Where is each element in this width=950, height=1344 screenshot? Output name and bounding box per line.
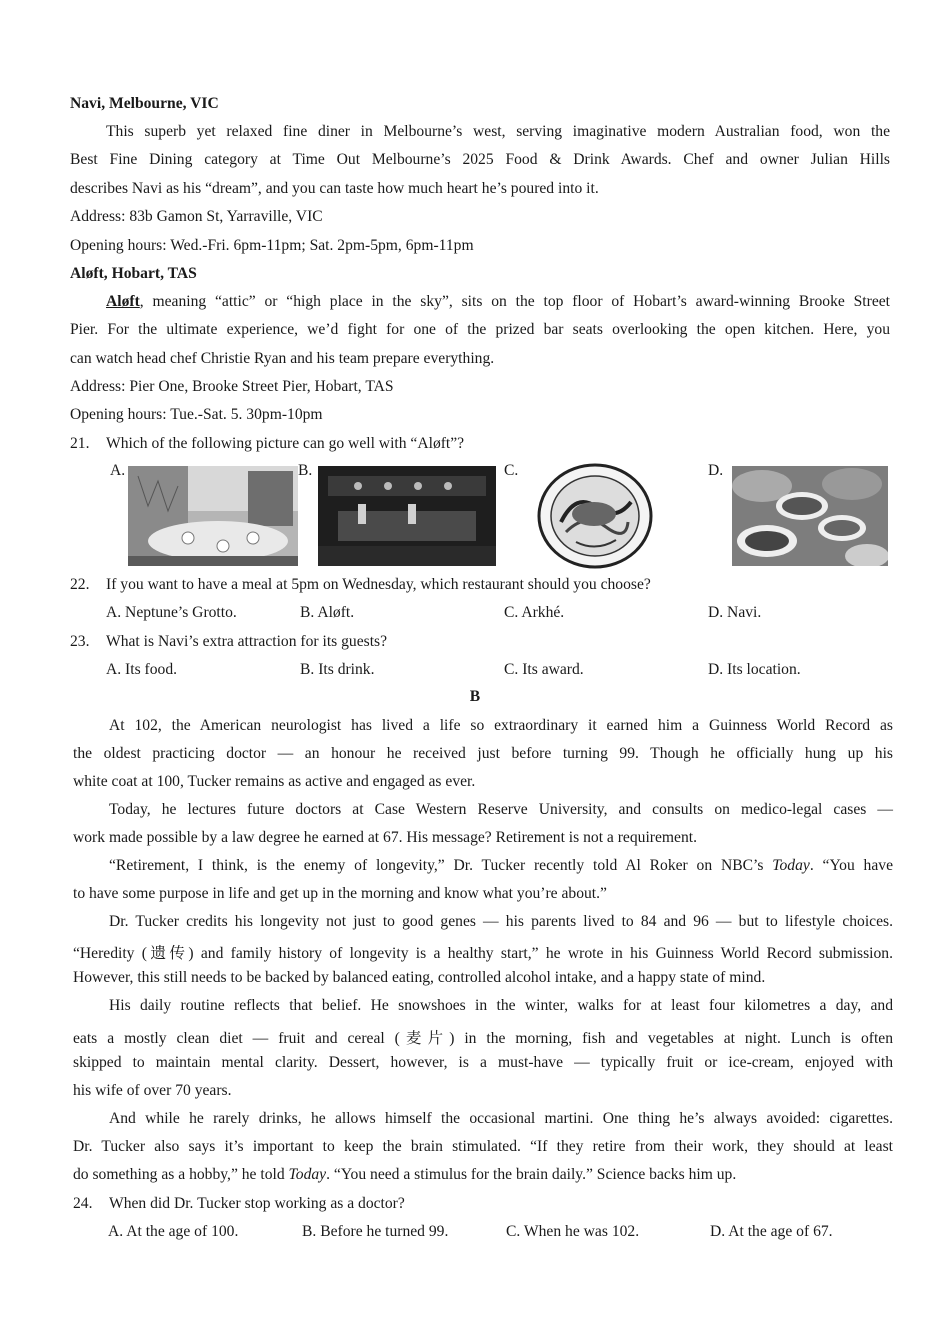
- q21-text: Which of the following picture can go well with “Aløft”?: [106, 435, 465, 452]
- passage-b-line: work made possible by a law degree he earned at 67. His message? Retirement is not a requirement.: [73, 829, 697, 846]
- aloft-desc-line-2: Pier. For the ultimate experience, we’d fight for one of the prized bar seats overlooking the open kitchen. Here, you: [70, 321, 890, 338]
- q22-option-b[interactable]: B. Aløft.: [300, 604, 355, 621]
- passage-b-line: [73, 1166, 736, 1184]
- aloft-name: Aløft: [106, 293, 140, 310]
- passage-b-line: Today, he lectures future doctors at Case Western Reserve University, and consults on medico-legal cases —: [109, 801, 893, 818]
- question-21: [70, 435, 464, 453]
- aloft-desc-line-3: can watch head chef Christie Ryan and his team prepare everything.: [70, 350, 495, 367]
- q23-option-d[interactable]: D. Its location.: [708, 661, 801, 678]
- q21-label-a: A.: [110, 462, 126, 479]
- question-22: [70, 576, 651, 594]
- question-24: [73, 1195, 405, 1213]
- q22-option-a[interactable]: A. Neptune’s Grotto.: [106, 604, 237, 621]
- passage-b-line: eats a mostly clean diet — fruit and cereal (麦片) in the morning, fish and vegetables at night. Lunch is often: [73, 1030, 893, 1047]
- today-show-title: Today: [288, 1166, 327, 1183]
- q21-label-d: D.: [708, 462, 724, 479]
- q22-number: 22.: [70, 576, 90, 593]
- passage-b-line: However, this still needs to be backed by balanced eating, controlled alcohol intake, and a happy state of mind.: [73, 969, 766, 986]
- navi-desc-line-2: Best Fine Dining category at Time Out Melbourne’s 2025 Food & Drink Awards. Chef and owner Julian Hills: [70, 151, 890, 168]
- q23-option-c[interactable]: C. Its award.: [504, 661, 584, 678]
- passage-b-line: His daily routine reflects that belief. He snowshoes in the winter, walks for at least four kilometres a day, and: [109, 997, 893, 1014]
- aloft-desc-line-1: [106, 293, 890, 311]
- passage-b-line: [73, 857, 893, 875]
- passage-b-line: And while he rarely drinks, he allows himself the occasional martini. One thing he’s always avoided: cigarettes.: [109, 1110, 893, 1127]
- section-b-label: B: [469, 688, 481, 705]
- passage-b-line: Dr. Tucker also says it’s important to keep the brain stimulated. “If they retire from their work, they should at least: [73, 1138, 893, 1155]
- passage-b-line: the oldest practicing doctor — an honour he received just before turning 99. Though he officially hung up his: [73, 745, 893, 762]
- q24-option-a[interactable]: A. At the age of 100.: [108, 1223, 239, 1240]
- q24-option-b[interactable]: B. Before he turned 99.: [302, 1223, 449, 1240]
- passage-b-text: . “You need a stimulus for the brain daily.” Science backs him up.: [326, 1166, 737, 1183]
- passage-b-line: his wife of over 70 years.: [73, 1082, 232, 1099]
- q21-number: 21.: [70, 435, 90, 452]
- q22-option-c[interactable]: C. Arkhé.: [504, 604, 565, 621]
- passage-b-text: do something as a hobby,” he told: [73, 1166, 289, 1183]
- passage-b-line: white coat at 100, Tucker remains as active and engaged as ever.: [73, 773, 476, 790]
- passage-b-text: “Retirement, I think, is the enemy of longevity,” Dr. Tucker recently told Al Roker on NBC’s: [109, 857, 773, 874]
- passage-b-line: to have some purpose in life and get up in the morning and know what you’re about.”: [73, 885, 607, 902]
- q24-number: 24.: [73, 1195, 93, 1212]
- passage-b-line: skipped to maintain mental clarity. Dessert, however, is a must-have — typically fruit or ice-cream, enjoyed with: [73, 1054, 893, 1071]
- navi-desc-line-1: This superb yet relaxed fine diner in Melbourne’s west, serving imaginative modern Australian food, won the: [106, 123, 890, 140]
- passage-b-line: Dr. Tucker credits his longevity not just to good genes — his parents lived to 84 and 96 — but to lifestyle choices.: [109, 913, 893, 930]
- open-kitchen-photo[interactable]: [318, 466, 496, 566]
- today-show-title: Today: [772, 857, 810, 874]
- restaurant-aloft-title: Aløft, Hobart, TAS: [70, 265, 197, 282]
- passage-b-text: . “You have: [809, 857, 893, 874]
- navi-desc-line-3: describes Navi as his “dream”, and you can taste how much heart he’s poured into it.: [70, 180, 599, 197]
- passage-b-line: At 102, the American neurologist has lived a life so extraordinary it earned him a Guinness World Record as: [109, 717, 893, 734]
- plated-dish-photo[interactable]: [536, 462, 654, 570]
- navi-hours: Opening hours: Wed.-Fri. 6pm-11pm; Sat. 2pm-5pm, 6pm-11pm: [70, 237, 474, 254]
- question-23: [70, 633, 387, 651]
- q22-text: If you want to have a meal at 5pm on Wednesday, which restaurant should you choose?: [106, 576, 651, 593]
- q24-text: When did Dr. Tucker stop working as a doctor?: [109, 1195, 405, 1212]
- q23-option-b[interactable]: B. Its drink.: [300, 661, 375, 678]
- q24-option-c[interactable]: C. When he was 102.: [506, 1223, 640, 1240]
- q21-label-b: B.: [298, 462, 313, 479]
- navi-address: Address: 83b Gamon St, Yarraville, VIC: [70, 208, 323, 225]
- q23-number: 23.: [70, 633, 90, 650]
- passage-b-line: “Heredity (遗传) and family history of longevity is a healthy start,” he wrote in his Guinness World Record submission.: [73, 945, 893, 962]
- restaurant-navi-title: Navi, Melbourne, VIC: [70, 95, 219, 112]
- q22-option-d[interactable]: D. Navi.: [708, 604, 762, 621]
- bowls-on-table-photo[interactable]: [732, 466, 888, 566]
- dining-room-photo[interactable]: [128, 466, 298, 566]
- aloft-hours: Opening hours: Tue.-Sat. 5. 30pm-10pm: [70, 406, 323, 423]
- q21-label-c: C.: [504, 462, 519, 479]
- q23-option-a[interactable]: A. Its food.: [106, 661, 178, 678]
- q24-option-d[interactable]: D. At the age of 67.: [710, 1223, 833, 1240]
- aloft-desc-line-1-text: , meaning “attic” or “high place in the sky”, sits on the top floor of Hobart’s award-winning Brooke Street: [139, 293, 890, 310]
- q23-text: What is Navi’s extra attraction for its guests?: [106, 633, 388, 650]
- aloft-address: Address: Pier One, Brooke Street Pier, Hobart, TAS: [70, 378, 394, 395]
